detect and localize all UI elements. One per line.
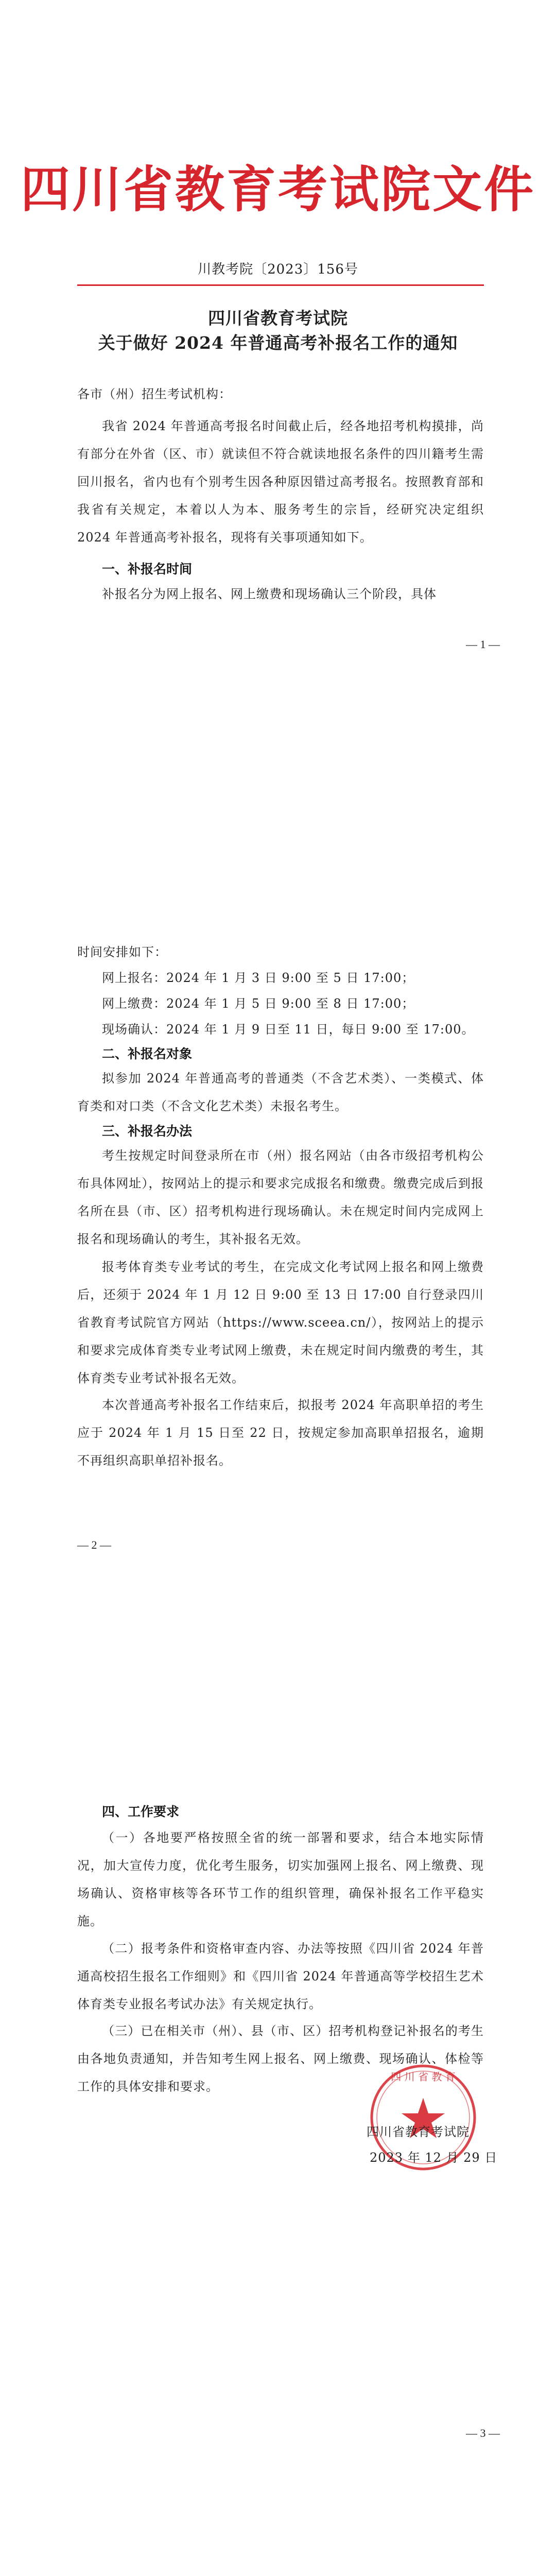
page-number-2: — 2 —	[77, 1538, 111, 1551]
heading-method: 三、补报名办法	[102, 1124, 193, 1139]
doc-number: 川教考院〔2023〕156号	[198, 262, 358, 277]
schedule-row-onsite-confirmation	[102, 1019, 475, 1037]
page-number-1: — 1 —	[466, 638, 500, 651]
schedule-label: 网上缴费：	[102, 996, 166, 1011]
method-paragraph-1: 考生按规定时间登录所在市（州）报名网站（由各市级招考机构公布具体网址），按网站上的提示和要求完成报名和缴费。缴费完成后到报名所在县（市、区）招考机构进行现场确认。未在规定时间内完成网上报名和现场确认的考生，其补报名无效。	[77, 1148, 484, 1246]
target-paragraph: 拟参加 2024 年普通高考的普通类（不含艺术类）、一类模式、体育类和对口类（不含文化艺术类）未报名考生。	[77, 1071, 484, 1113]
signature-date: 2023 年 12 月 29 日	[370, 2150, 498, 2165]
schedule-row-online-registration	[102, 968, 414, 986]
schedule-label: 网上报名：	[102, 971, 166, 985]
page-number-3: — 3 —	[466, 2427, 500, 2439]
salutation: 各市（州）招生考试机构：	[77, 387, 232, 401]
red-divider-line	[77, 284, 484, 286]
title-line-2: 关于做好 2024 年普通高考补报名工作的通知	[98, 333, 458, 353]
title-line-1: 四川省教育考试院	[208, 308, 348, 328]
signature-org: 四川省教育考试院	[367, 2125, 470, 2139]
heading-requirements: 四、工作要求	[102, 1804, 180, 1819]
heading-target: 二、补报名对象	[102, 1046, 193, 1061]
svg-text:四 川 省 教 育: 四 川 省 教 育	[391, 2071, 456, 2083]
schedule-label: 现场确认：	[102, 1022, 166, 1037]
schedule-value: 2024 年 1 月 9 日至 11 日，每日 9:00 至 17:00。	[166, 1022, 475, 1037]
org-header: 四川省教育考试院文件	[21, 160, 535, 218]
schedule-value: 2024 年 1 月 5 日 9:00 至 8 日 17:00；	[166, 996, 415, 1011]
time-paragraph-start: 补报名分为网上报名、网上缴费和现场确认三个阶段，具体	[102, 587, 437, 601]
requirement-2: （二）报考条件和资格审查内容、办法等按照《四川省 2024 年普通高校招生报名工作细则》和《四川省 2024 年普通高等学校招生艺术体育类专业报名考试办法》有关规定执行。	[77, 1941, 484, 2011]
intro-paragraph: 我省 2024 年普通高考报名时间截止后，经各地招考机构摸排，尚有部分在外省（区、市）就读但不符合就读地报名条件的四川籍考生需回川报名，省内也有个别考生因各种原因错过高考报名。按照教育部和我省有关规定，本着以人为本、服务考生的宗旨，经研究决定组织 2024 年普通高考补报名，现将有关事项通知如下。	[77, 419, 484, 545]
schedule-row-online-payment	[102, 993, 414, 1011]
method-paragraph-3: 本次普通高考补报名工作结束后，拟报考 2024 年高职单招的考生应于 2024 年 1 月 15 日至 22 日，按规定参加高职单招报名，逾期不再组织高职单招补报名。	[77, 1398, 484, 1468]
method-paragraph-2: 报考体育类专业考试的考生，在完成文化考试网上报名和网上缴费后，还须于 2024 年 1 月 12 日 9:00 至 13 日 17:00 自行登录四川省教育考试院官方网站（https://www.sceea.cn/），按网站上的提示和要求完成体育类专业考试网上缴费，未在规定时间内缴费的考生，其体育类专业考试补报名无效。	[77, 1260, 484, 1385]
schedule-value: 2024 年 1 月 3 日 9:00 至 5 日 17:00；	[166, 971, 415, 985]
requirement-1: （一）各地要严格按照全省的统一部署和要求，结合本地实际情况，加大宣传力度，优化考生服务，切实加强网上报名、网上缴费、现场确认、资格审核等各环节工作的组织管理，确保补报名工作平稳实施。	[77, 1831, 484, 1928]
time-paragraph-end: 时间安排如下：	[77, 945, 167, 959]
heading-time: 一、补报名时间	[102, 562, 193, 577]
requirement-3: （三）已在相关市（州）、县（市、区）招考机构登记补报名的考生由各地负责通知，并告知考生网上报名、网上缴费、现场确认、体检等工作的具体安排和要求。	[77, 2024, 484, 2094]
